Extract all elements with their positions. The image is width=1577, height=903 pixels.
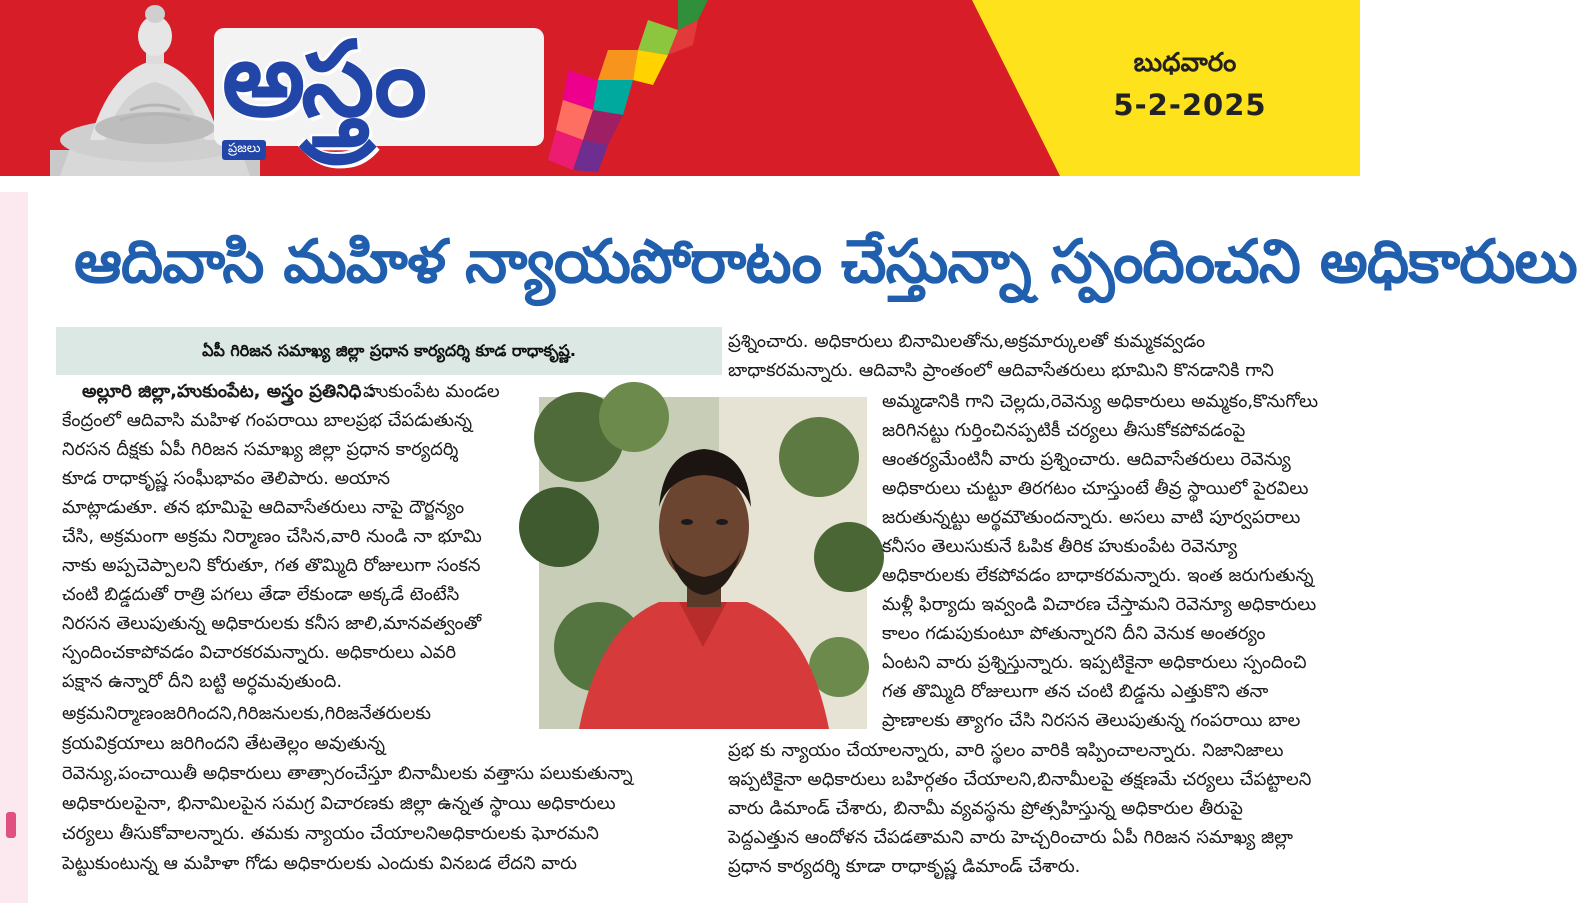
logo-tagline: ప్రజలు [222, 140, 266, 160]
edge-color-mark [6, 812, 16, 838]
body-line: చర్యలు తీసుకోవాలన్నారు. తమకు న్యాయం చేయాలనిఅధికారులకు ఘోరమని [62, 823, 599, 844]
body-line: కనీసం తెలుసుకునే ఓపిక తీరిక హుకుంపేట రెవెన్యూ [882, 536, 1238, 557]
body-line: ప్రభ కు న్యాయం చేయాలన్నారు, వారి స్థలం వారికి ఇప్పించాలన్నారు. నిజానిజాలు [728, 740, 1284, 761]
body-line: హుకుంపేట మండల [363, 381, 500, 402]
body-line: ప్రాణాలకు త్యాగం చేసి నిరసన తెలుపుతున్న గంపరాయి బాల [882, 710, 1301, 731]
body-line: నిరసన తెలుపుతున్న అధికారులకు కనీస జాలి,మానవత్వంతో [62, 613, 482, 634]
body-line: గత తొమ్మిది రోజులుగా తన చంటి బిడ్డను ఎత్తుకొని తనా [882, 681, 1269, 702]
body-line: పెద్దఎత్తున ఆందోళన చేపడతామని వారు హెచ్చరించారు ఏపీ గిరిజన సమాఖ్య జిల్లా [728, 827, 1294, 848]
person-photo [539, 397, 867, 729]
body-line: ఆంతర్యమేంటినీ వారు ప్రశ్నించారు. ఆదివాసేతరులు రెవెన్యు [882, 449, 1291, 470]
body-line: ప్రశ్నించారు. అధికారులు బినామిలతోను,అక్రమార్కులతో కుమ్మకవ్వడం [728, 331, 1206, 352]
body-line: ప్రధాన కార్యదర్శి కూడా రాధాకృష్ణ డిమాండ్ చేశారు. [728, 856, 1081, 877]
body-line: కాలం గడుపుకుంటూ పోతున్నారని దీని వెనుక అంతర్యం [882, 623, 1266, 644]
body-line: క్రయవిక్రయాలు జరిగిందని తేటతెల్లం అవుతున్న [62, 733, 385, 754]
body-line: కూడ రాధాకృష్ణ సంఘీభావం తెలిపారు. అయాన [62, 468, 391, 489]
body-line: స్పందించకాపోవడం విచారకరమన్నారు. అధికారులు ఎవరి [62, 642, 457, 663]
body-line: జరుతున్నట్టు అర్థమౌతుందన్నారు. అసలు వాటి పూర్వపరాలు [882, 507, 1301, 528]
body-line: అమ్మడానికి గాని చెల్లదు,రెవెన్యు అధికారులు అమ్మకం,కొనుగోలు [882, 391, 1319, 412]
article-byline: అల్లూరి జిల్లా,హుకుంపేట, అస్త్రం ప్రతినిధి : [82, 381, 375, 402]
newspaper-logo: అస్త్రం [222, 18, 423, 140]
body-line: పెట్టుకుంటున్న ఆ మహిళా గోడు అధికారులకు ఎందుకు వినబడ లేదని వారు [62, 853, 578, 874]
state-map-image [528, 0, 728, 176]
body-line: చేసి, అక్రమంగా అక్రమ నిర్మాణం చేసిన,వారి నుండి నా భూమి [62, 526, 482, 547]
body-line: మాట్లాడుతూ. తన భూమిపై ఆదివాసేతరులు నాపై దౌర్జన్యం [62, 497, 465, 518]
masthead-right-strip [1360, 0, 1417, 176]
masthead [0, 0, 1417, 176]
article-headline: ఆదివాసి మహిళ న్యాయపోరాటం చేస్తున్నా స్పందించని అధికారులు [74, 227, 1577, 297]
edition-day: బుధవారం [1133, 48, 1237, 78]
body-line: అధికారులు చుట్టూ తిరగటం చూస్తుంటే తీవ్ర స్థాయిలో పైరవిలు [882, 478, 1309, 499]
body-line: ఇప్పటికైనా అధికారులు బహిర్గతం చేయాలని,బినామీలపై తక్షణమే చర్యలు చేపట్టాలని [728, 769, 1312, 790]
body-line: కేంద్రంలో ఆదివాసి మహిళ గంపరాయి బాలప్రభ చేపడుతున్న [62, 410, 472, 431]
body-line: అధికారులకు లేకపోవడం బాధాకరమన్నారు. ఇంత జరుగుతున్న [882, 565, 1314, 586]
body-line: ఏంటని వారు ప్రశ్నిస్తున్నారు. ఇప్పటికైనా అధికారులు స్పందించి [882, 652, 1307, 673]
body-line: రెవెన్యు,పంచాయితీ అధికారులు తాత్సారంచేస్తూ బినామీలకు వత్తాసు పలుకుతున్నా [62, 763, 633, 784]
article-subhead: ఏపీ గిరిజన సమాఖ్య జిల్లా ప్రధాన కార్యదర్శి కూడ రాధాకృష్ణ. [56, 327, 722, 375]
body-line: మళ్లీ ఫిర్యాదు ఇవ్వండి విచారణ చేస్తామని రెవెన్యూ అధికారులు [882, 594, 1317, 615]
body-line: వారు డిమాండ్ చేశారు, బినామీ వ్యవస్థను ప్రోత్సహిస్తున్న అధికారుల తీరుపై [728, 798, 1243, 819]
body-line: అధికారులపైనా, భినామిలపైన సమగ్ర విచారణకు జిల్లా ఉన్నత స్థాయి అధికారులు [62, 793, 616, 814]
body-line: అక్రమనిర్మాణంజరిగిందని,గిరిజనులకు,గిరిజనేతరులకు [62, 703, 431, 724]
body-line: నిరసన దీక్షకు ఏపీ గిరిజన సమాఖ్య జిల్లా ప్రధాన కార్యదర్శి [62, 439, 459, 460]
body-line: చంటి బిడ్డదుతో రాత్రి పగలు తేడా లేకుండా అక్కడే టెంటేసి [62, 584, 460, 605]
body-line: నాకు అప్పచెప్పాలని కోరుతూ, గత తొమ్మిది రోజులుగా సంకన [62, 555, 481, 576]
body-line: పక్షాన ఉన్నారో దీని బట్టి అర్ధమవుతుంది. [62, 671, 343, 692]
edition-date: 5-2-2025 [1113, 88, 1267, 122]
body-line: జరిగినట్టు గుర్తించినప్పటికీ చర్యలు తీసుకోకపోవడంపై [882, 420, 1246, 441]
adjacent-page-edge [0, 192, 28, 903]
body-line: బాధాకరమన్నారు. ఆదివాసి ప్రాంతంలో ఆదివాసేతరులు భూమిని కొనడానికి గాని [728, 360, 1274, 381]
